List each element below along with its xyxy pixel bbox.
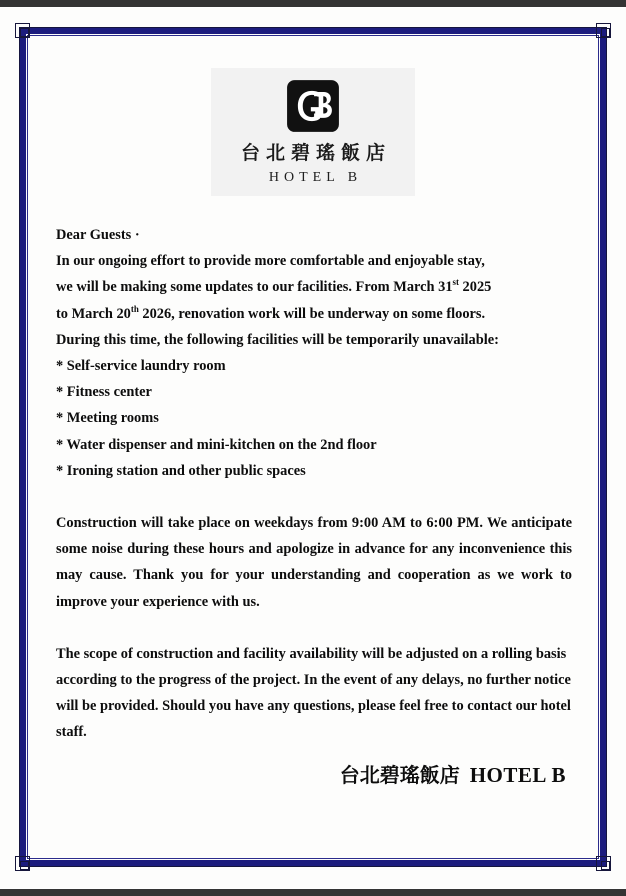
ordinal-suffix-st: st [452,277,459,288]
logo-chinese-name: 台北碧瑤飯店 [240,142,391,164]
corner-ornament-top-left [15,23,30,38]
notice-body [56,222,572,746]
facility-item: * Meeting rooms [56,410,159,427]
ordinal-suffix-th: th [130,303,139,314]
scope-paragraph: The scope of construction and facility availability will be adjusted on a rolling basis according to the progress of the project. In the event of any delays, no further notice will be provided. Should you have any questions, please feel free to contact our hotel staff. [56,645,571,741]
intro-line-4: During this time, the following facilities will be temporarily unavailable: [56,331,499,348]
notice-sheet [0,8,626,888]
intro-line-3 [56,301,572,327]
facility-item: * Self-service laundry room [56,358,226,375]
salutation: Dear Guests · [56,227,140,243]
corner-ornament-bottom-left [15,856,30,871]
facility-item: * Ironing station and other public spaces [56,462,306,479]
paragraph-spacer [56,615,572,641]
signature-english: HOTEL B [469,763,566,787]
intro-line-3-tail: 2026, renovation work will be underway on some floors. [138,305,486,322]
notice-content [38,46,588,846]
corner-ornament-top-right [596,23,611,38]
facility-item: * Fitness center [56,384,152,401]
viewer-letterbox-bottom [0,889,626,896]
intro-line-3-text: to March 20 [56,305,131,322]
facility-item: * Water dispenser and mini-kitchen on the 2nd floor [56,436,377,453]
intro-line-1: In our ongoing effort to provide more comfortable and enjoyable stay, [56,253,485,270]
hotel-logo-block [211,68,415,196]
logo-english-name: HOTEL B [268,169,363,185]
intro-line-2 [56,274,572,300]
viewer-letterbox-top [0,0,626,7]
paragraph-spacer [56,484,572,510]
gb-monogram-icon [286,79,340,133]
schedule-paragraph: Construction will take place on weekdays from 9:00 AM to 6:00 PM. We anticipate some noise during these hours and apologize in advance for any inconvenience this may cause. Thank you for your understanding and cooperation as we work to improve your experience with us. [56,515,572,610]
signature-chinese: 台北碧瑤飯店 [339,763,460,787]
signature-line [340,759,566,788]
intro-line-2-year: 2025 [458,279,492,296]
corner-ornament-bottom-right [596,856,611,871]
intro-line-2-text: we will be making some updates to our facilities. From March 31 [56,279,453,296]
